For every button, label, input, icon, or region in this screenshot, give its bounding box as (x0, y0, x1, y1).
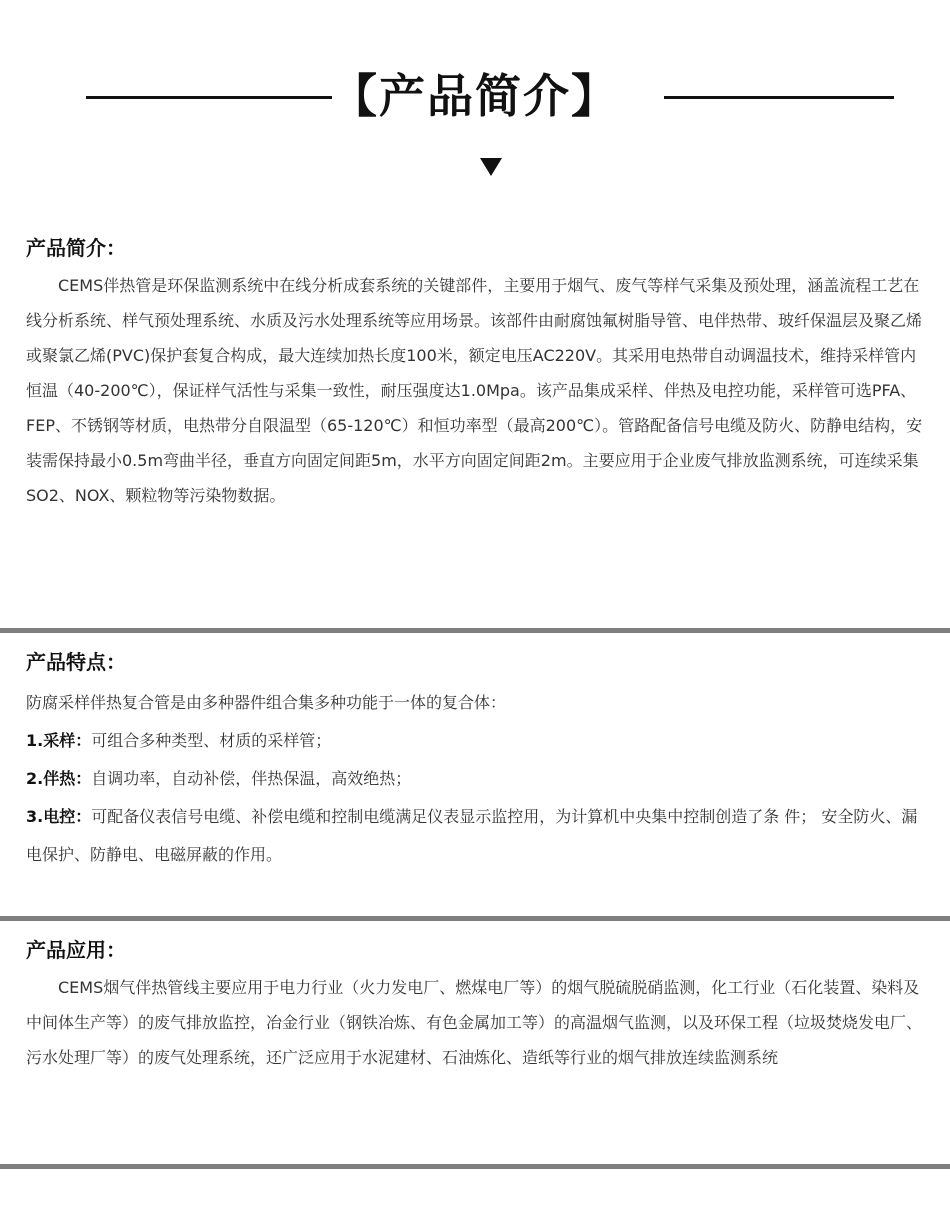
application-heading: 产品应用： (26, 938, 126, 962)
feature-item-text: 自调功率，自动补偿，伴热保温，高效绝热； (91, 769, 412, 788)
down-triangle-icon (480, 158, 502, 176)
intro-section (0, 234, 950, 513)
feature-item-text: 可组合多种类型、材质的采样管； (91, 731, 332, 750)
feature-item (26, 760, 924, 798)
banner-rule-right (664, 96, 894, 99)
feature-item (26, 722, 924, 760)
features-heading: 产品特点： (26, 650, 126, 674)
features-section (0, 648, 950, 874)
feature-item-text: 可配备仪表信号电缆、补偿电缆和控制电缆满足仪表显示监控用，为计算机中央集中控制创造了条 件； 安全防火、漏电保护、防静电、电磁屏蔽的作用。 (26, 807, 918, 864)
section-divider (0, 628, 950, 633)
page-banner (0, 0, 950, 200)
feature-item-label: 1.采样： (26, 731, 92, 750)
section-divider (0, 916, 950, 921)
intro-body: CEMS伴热管是环保监测系统中在线分析成套系统的关键部件，主要用于烟气、废气等样气采集及预处理，涵盖流程工艺在线分析系统、样气预处理系统、水质及污水处理系统等应用场景。该部件由耐腐蚀氟树脂导管、电伴热带、玻纤保温层及聚乙烯或聚氯乙烯(PVC)保护套复合构成，最大连续加热长度100米，额定电压AC220V。其采用电热带自动调温技术，维持采样管内恒温（40-200℃），保证样气活性与采集一致性，耐压强度达1.0Mpa。该产品集成采样、伴热及电控功能，采样管可选PFA、FEP、不锈钢等材质，电热带分自限温型（65-120℃）和恒功率型（最高200℃）。管路配备信号电缆及防火、防静电结构，安装需保持最小0.5m弯曲半径，垂直方向固定间距5m，水平方向固定间距2m。主要应用于企业废气排放监测系统，可连续采集SO2、NOX、颗粒物等污染物数据。 (26, 276, 923, 505)
feature-item-label: 3.电控： (26, 807, 92, 826)
application-section (0, 936, 950, 1075)
features-lead: 防腐采样伴热复合管是由多种器件组合集多种功能于一体的复合体： (26, 693, 507, 712)
page-title: 【产品简介】 (331, 69, 619, 123)
application-body: CEMS烟气伴热管线主要应用于电力行业（火力发电厂、燃煤电厂等）的烟气脱硫脱硝监测，化工行业（石化装置、染料及中间体生产等）的废气排放监控，冶金行业（钢铁冶炼、有色金属加工等）的高温烟气监测，以及环保工程（垃圾焚烧发电厂、污水处理厂等）的废气处理系统，还广泛应用于水泥建材、石油炼化、造纸等行业的烟气排放连续监测系统 (26, 978, 923, 1067)
intro-heading: 产品简介： (26, 236, 126, 260)
section-divider (0, 1164, 950, 1169)
feature-item-label: 2.伴热： (26, 769, 92, 788)
feature-item (26, 798, 924, 874)
